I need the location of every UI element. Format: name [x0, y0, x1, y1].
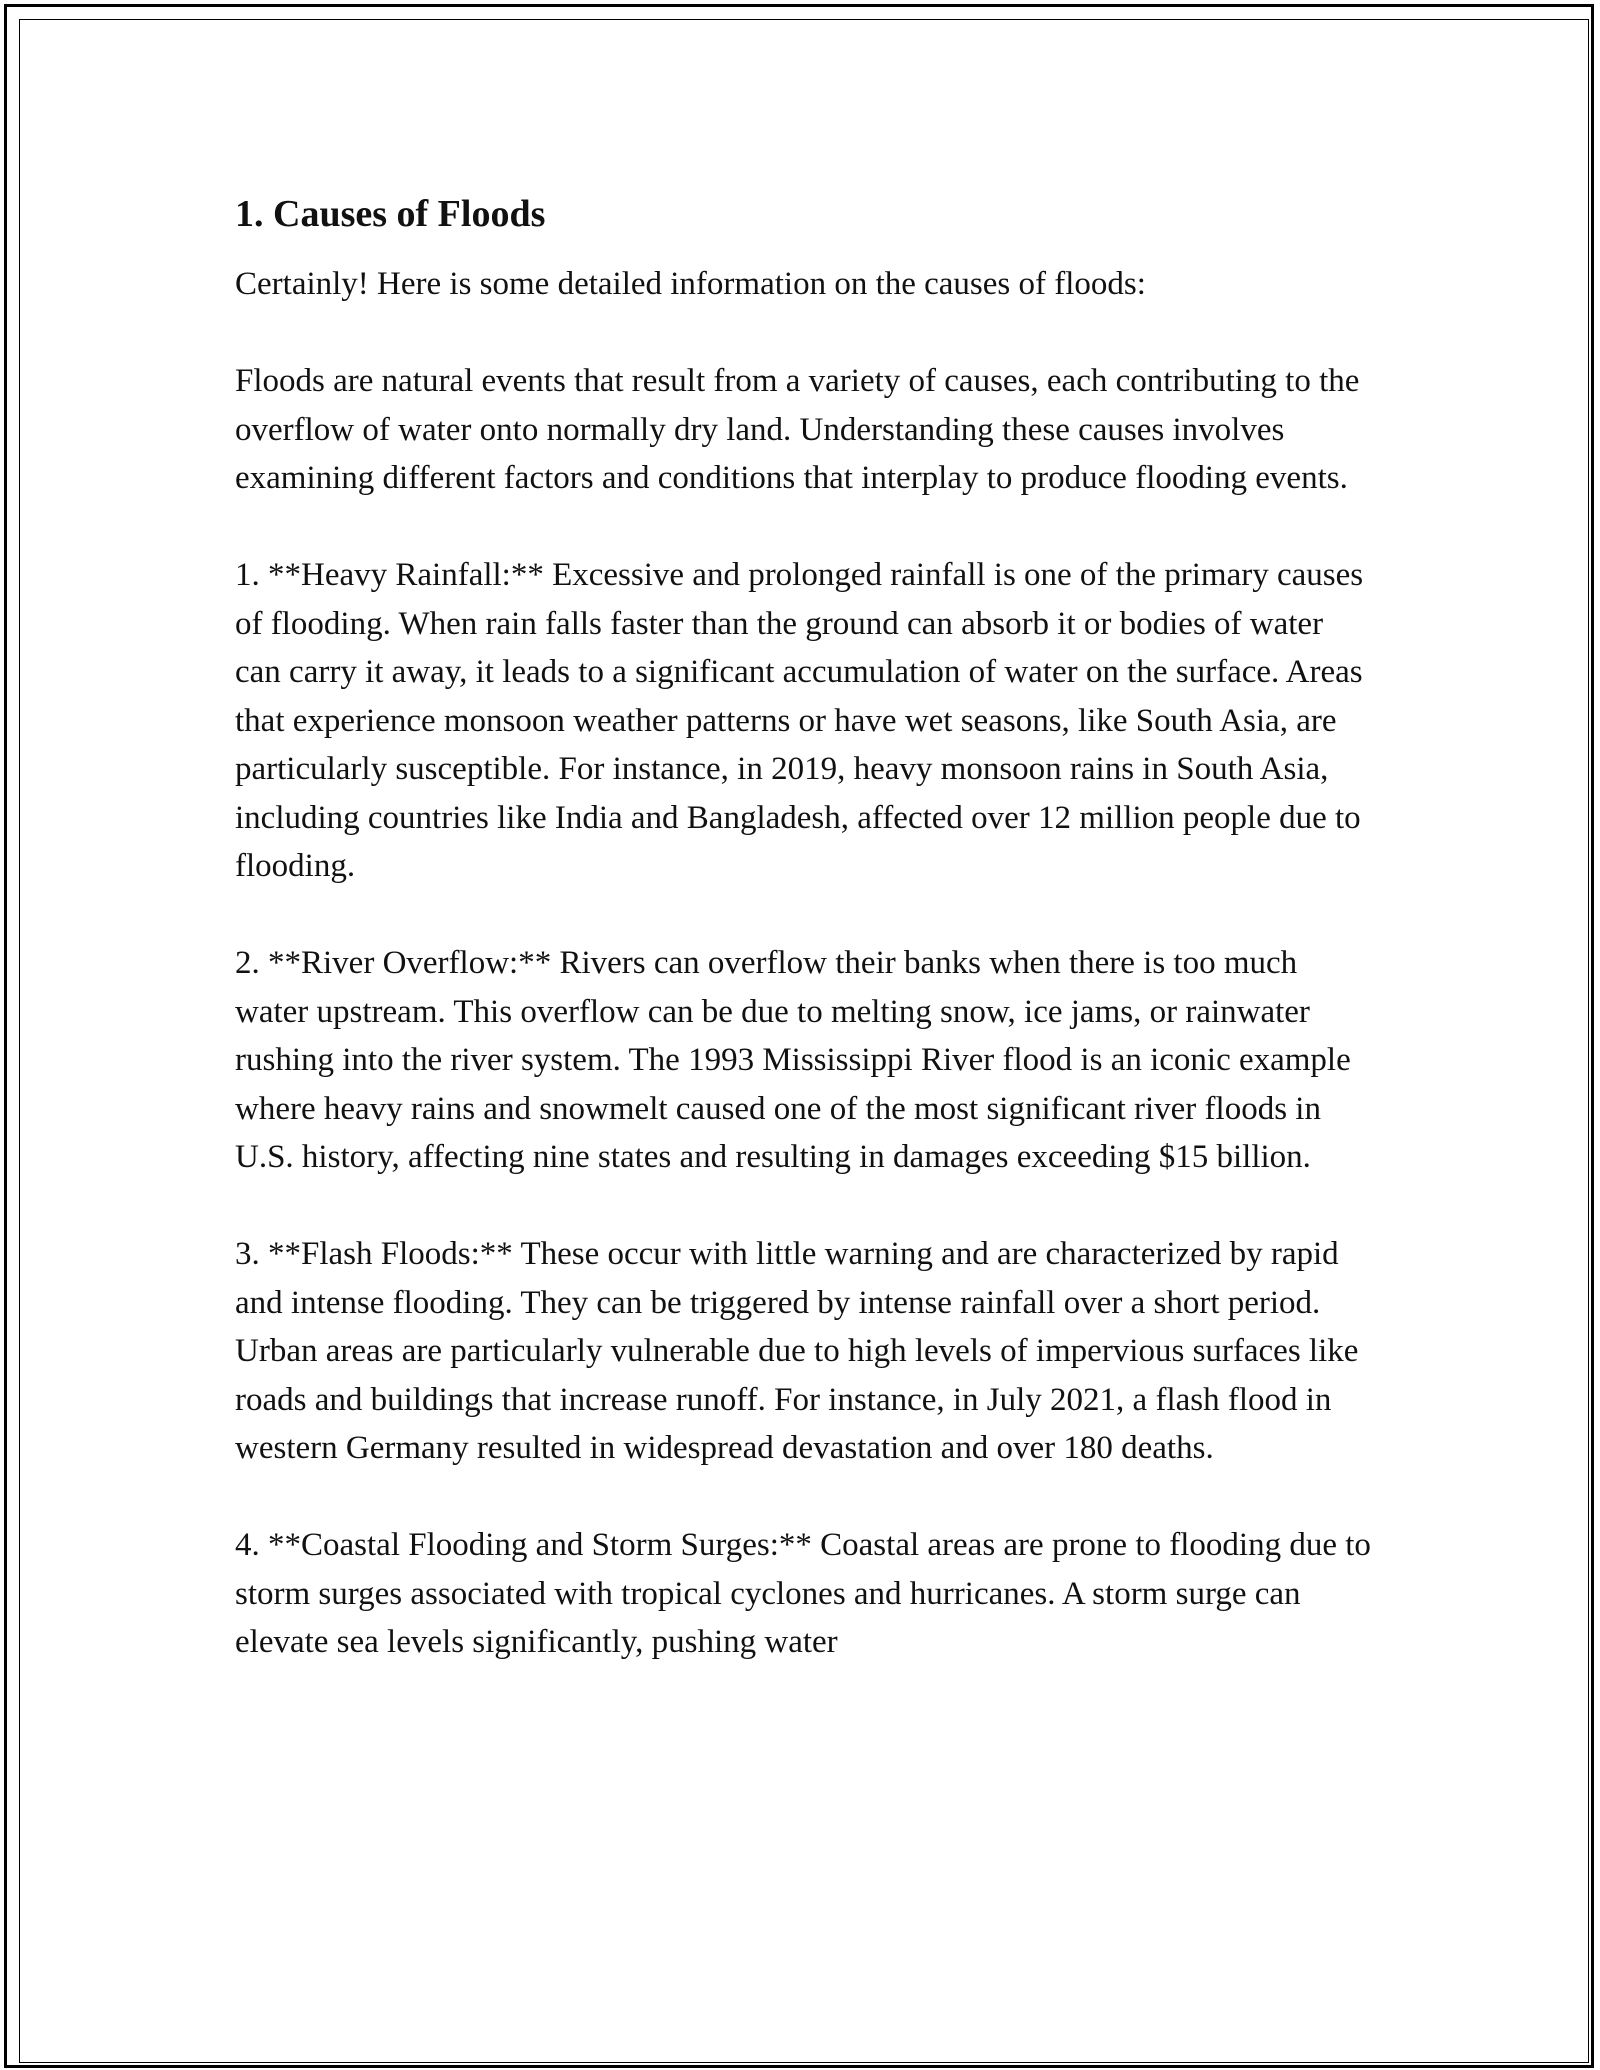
- river-overflow-paragraph: 2. **River Overflow:** Rivers can overflow their banks when there is too much water upstream. This overflow can be due to melting snow, ice jams, or rainwater rushing into the river system. The 1993 Mississippi River flood is an iconic example where heavy rains and snowmelt caused one of the most significant river floods in U.S. history, affecting nine states and resulting in damages exceeding $15 billion.: [235, 945, 1351, 1175]
- flash-floods-paragraph: 3. **Flash Floods:** These occur with little warning and are characterized by rapid and intense flooding. They can be triggered by intense rainfall over a short period. Urban areas are particularly vulnerable due to high levels of impervious surfaces like roads and buildings that increase runoff. For instance, in July 2021, a flash flood in western Germany resulted in widespread devastation and over 180 deaths.: [235, 1236, 1359, 1466]
- coastal-flooding-paragraph: 4. **Coastal Flooding and Storm Surges:** Coastal areas are prone to flooding due to storm surges associated with tropical cyclones and hurricanes. A storm surge can elevate sea levels significantly, pushing water: [235, 1527, 1371, 1660]
- document-body: [235, 190, 1375, 1715]
- heavy-rainfall-paragraph: 1. **Heavy Rainfall:** Excessive and prolonged rainfall is one of the primary causes of flooding. When rain falls faster than the ground can absorb it or bodies of water can carry it away, it leads to a significant accumulation of water on the surface. Areas that experience monsoon weather patterns or have wet seasons, like South Asia, are particularly susceptible. For instance, in 2019, heavy monsoon rains in South Asia, including countries like India and Bangladesh, affected over 12 million people due to flooding.: [235, 557, 1364, 884]
- section-heading: 1. Causes of Floods: [235, 193, 546, 235]
- intro-paragraph: Certainly! Here is some detailed information on the causes of floods:: [235, 266, 1146, 302]
- overview-paragraph: Floods are natural events that result from a variety of causes, each contributing to the overflow of water onto normally dry land. Understanding these causes involves examining different factors and conditions that interplay to produce flooding events.: [235, 363, 1360, 496]
